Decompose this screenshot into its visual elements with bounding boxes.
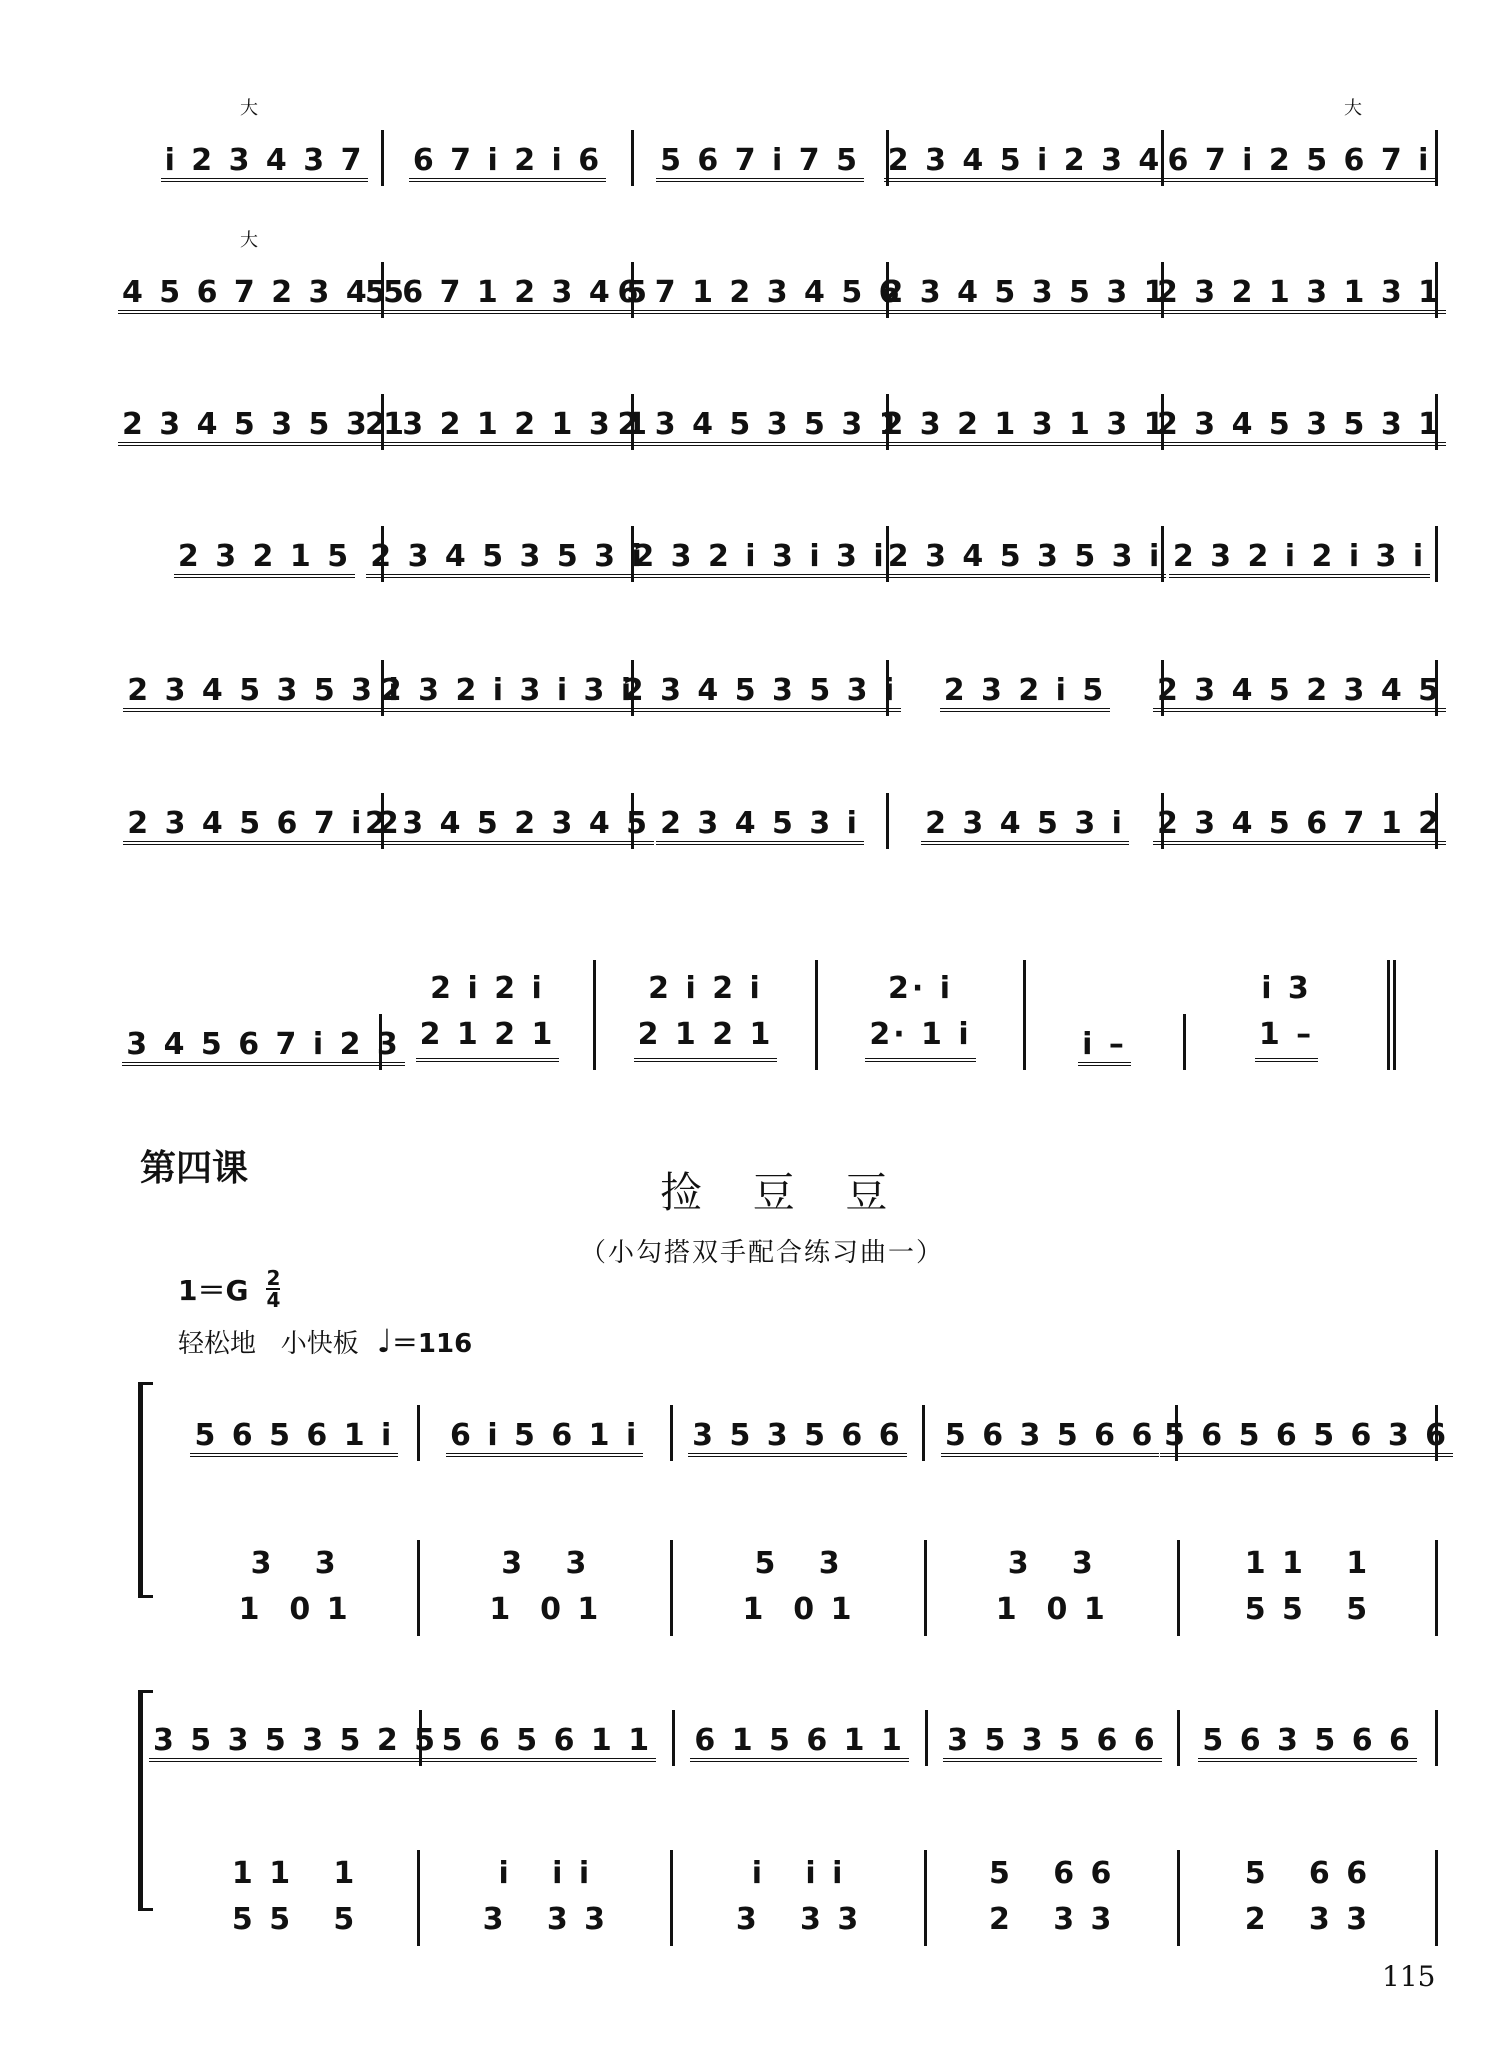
- measure: [364, 262, 651, 318]
- measure: [617, 394, 903, 450]
- bar-notes: 2 3 4 5 6 7 i 2: [123, 806, 406, 845]
- bar-notes: 2 3 4 5 3 i: [921, 806, 1129, 845]
- upper-voice: i i i: [498, 1856, 593, 1891]
- measure: [673, 1850, 926, 1946]
- bar-notes: 2 3 4 5 6 7 1 2: [1153, 806, 1446, 845]
- measure: [127, 660, 402, 716]
- measure: [1186, 960, 1396, 1070]
- dynamic-mark: 大: [1344, 98, 1365, 119]
- lower-voice: 2 3 3: [1244, 1902, 1371, 1937]
- measure: [1164, 526, 1438, 582]
- measure: [622, 660, 898, 716]
- lower-voice: 3 3 3: [735, 1902, 862, 1937]
- upper-voice: 1 1 1: [231, 1856, 358, 1891]
- measure: [422, 1710, 675, 1766]
- jianpu-line-7: [126, 960, 1438, 1070]
- page-number: 115: [1382, 1960, 1436, 1993]
- measure: [1156, 660, 1443, 716]
- lower-voice: 1 0 1: [238, 1592, 351, 1627]
- bar-notes: 2 3 4 5 2 3 4 5: [361, 806, 654, 845]
- measure: [1180, 1850, 1438, 1946]
- bar-notes: 3 5 3 5 6 6: [688, 1418, 906, 1457]
- measure: [673, 1540, 926, 1636]
- bar-notes: 6 7 i 2 i 6: [409, 143, 606, 182]
- lower-voice: 5 5 5: [231, 1902, 358, 1937]
- measure: [634, 130, 889, 186]
- dynamic-mark: 大: [240, 230, 261, 251]
- piece-title: 捡 豆 豆: [660, 1168, 896, 1217]
- bar-notes: 2 3 4 5 i 2 3 4: [884, 143, 1167, 182]
- quarter-note-icon: ♩: [376, 1322, 392, 1360]
- tempo-text: 轻松地 小快板: [178, 1328, 359, 1359]
- measure: [927, 1850, 1180, 1946]
- lower-voice: 2 3 3: [989, 1902, 1115, 1937]
- measure: [152, 1710, 439, 1766]
- bar-notes: 2 3 2 1 3 1 3 1: [878, 407, 1171, 446]
- measure: [1163, 1405, 1450, 1461]
- measure: [172, 1850, 420, 1946]
- measure: [1156, 394, 1443, 450]
- jianpu-line-4: [148, 526, 1438, 582]
- measure: [882, 262, 1168, 318]
- bar-notes: 4 5 6 7 2 3 4 5: [118, 275, 411, 314]
- upper-voice: i 3: [1261, 971, 1312, 1006]
- upper-voice: 2· i: [888, 971, 953, 1006]
- measure: [420, 1405, 673, 1461]
- lower-voice: 1 0 1: [995, 1592, 1108, 1627]
- piece-subtitle: （小勾搭双手配合练习曲一）: [580, 1238, 945, 1268]
- bar-notes: 2 3 2 1 5: [174, 539, 355, 578]
- bar-notes: 2· 1 i: [865, 1012, 975, 1062]
- measure: [889, 793, 1164, 849]
- upper-voice: 3 3: [501, 1546, 590, 1581]
- left-hand-2: [172, 1850, 1438, 1946]
- measure: [420, 1540, 673, 1636]
- measure: [928, 1710, 1181, 1766]
- time-signature: [266, 1268, 280, 1310]
- jianpu-line-5: [127, 660, 1443, 716]
- right-hand-1: [172, 1405, 1450, 1461]
- right-hand-2: [152, 1710, 1438, 1766]
- left-hand-1: [172, 1540, 1438, 1636]
- measure: [675, 1710, 928, 1766]
- bar-notes: 3 5 3 5 3 5 2 5: [149, 1723, 442, 1762]
- dynamic-mark: 大: [240, 98, 261, 119]
- bar-notes: 2 1 2 1: [416, 1012, 560, 1062]
- time-sig-top: 2: [266, 1266, 281, 1290]
- lower-voice: 1 0 1: [742, 1592, 855, 1627]
- bar-notes: 2 3 2 i 3 i 3 i: [377, 673, 638, 712]
- bar-notes: 5 6 3 5 6 6: [941, 1418, 1159, 1457]
- jianpu-line-3: [121, 394, 1443, 450]
- measure: [370, 526, 645, 582]
- time-sig-bottom: 4: [266, 1288, 281, 1312]
- measure: [1164, 130, 1438, 186]
- measure: [172, 1540, 420, 1636]
- measure: [927, 1540, 1180, 1636]
- measure: [617, 262, 903, 318]
- jianpu-line-1: [148, 98, 1438, 186]
- bar-notes: i 2 3 4 3 7: [161, 143, 369, 182]
- measure: [634, 526, 889, 582]
- bar-notes: 2 3 4 5 3 5 3 1: [118, 407, 411, 446]
- lesson-heading: 第四课: [140, 1147, 249, 1189]
- upper-voice: 5 6 6: [1244, 1856, 1371, 1891]
- measure: [172, 1405, 420, 1461]
- bar-notes: 2 3 4 5 3 5 3 1: [1153, 407, 1446, 446]
- bar-notes: 6 7 1 2 3 4 5 6: [613, 275, 906, 314]
- bar-notes: 2 3 4 5 3 5 3 i: [366, 539, 649, 578]
- upper-voice: 1 1 1: [1244, 1546, 1371, 1581]
- measure: [121, 262, 408, 318]
- lower-voice: 3 3 3: [482, 1902, 609, 1937]
- bar-notes: 2 3 4 5 3 5 3 i: [884, 539, 1167, 578]
- measure: [1156, 793, 1443, 849]
- upper-voice: 3 3: [250, 1546, 339, 1581]
- bar-notes: 2 3 2 1 3 1 3 1: [1153, 275, 1446, 314]
- measure: [121, 394, 408, 450]
- measure: [148, 526, 384, 582]
- bar-notes: 5 6 5 6 1 1: [438, 1723, 656, 1762]
- measure: [673, 1405, 926, 1461]
- measure: [364, 394, 651, 450]
- bar-notes: 5 6 5 6 1 i: [190, 1418, 398, 1457]
- measure: [126, 1014, 401, 1070]
- jianpu-line-6: [127, 793, 1443, 849]
- bar-notes: 3 4 5 6 7 i 2 3: [122, 1027, 405, 1066]
- bar-notes: 5 6 7 1 2 3 4 5: [361, 275, 654, 314]
- bar-notes: 2 3 4 5 3 i: [656, 806, 864, 845]
- measure: [634, 793, 889, 849]
- tempo-marking: [178, 1322, 472, 1360]
- upper-voice: 2 i 2 i: [648, 971, 763, 1006]
- measure: [364, 793, 651, 849]
- bar-notes: 6 i 5 6 1 i: [446, 1418, 643, 1457]
- bar-notes: 5 6 7 i 7 5: [656, 143, 864, 182]
- bar-notes: 2 3 4 5 3 5 3 i: [619, 673, 902, 712]
- measure: [889, 526, 1164, 582]
- bar-notes: i –: [1078, 1027, 1131, 1066]
- bar-notes: 6 7 i 2 5 6 7 i: [1164, 143, 1436, 182]
- bar-notes: 5 6 5 6 5 6 3 6: [1160, 1418, 1453, 1457]
- upper-voice: i i i: [751, 1856, 846, 1891]
- jianpu-line-2: [121, 230, 1443, 318]
- measure: [380, 660, 635, 716]
- measure: [1180, 1540, 1438, 1636]
- measure: [925, 1405, 1178, 1461]
- measure: [148, 130, 384, 186]
- bar-notes: 2 3 4 5 3 5 3 1: [878, 275, 1171, 314]
- bar-notes: 2 3 4 5 2 3 4 5: [1153, 673, 1446, 712]
- bar-notes: 2 1 2 1: [634, 1012, 778, 1062]
- lower-voice: 5 5 5: [1244, 1592, 1371, 1627]
- measure: [596, 960, 818, 1070]
- measure: [1026, 1014, 1186, 1070]
- upper-voice: 5 3: [754, 1546, 843, 1581]
- bar-notes: 2 3 2 i 2 i 3 i: [1169, 539, 1430, 578]
- key-text: 1＝G: [178, 1274, 249, 1307]
- bar-notes: 2 3 2 i 5: [940, 673, 1111, 712]
- bar-notes: 2 3 2 i 3 i 3 i: [629, 539, 890, 578]
- bar-notes: 1 –: [1255, 1012, 1318, 1062]
- measure: [127, 793, 402, 849]
- measure: [1156, 262, 1443, 318]
- measure: [889, 130, 1164, 186]
- measure: [420, 1850, 673, 1946]
- upper-voice: 2 i 2 i: [430, 971, 545, 1006]
- tempo-value: ＝116: [391, 1328, 473, 1359]
- bar-notes: 3 5 3 5 6 6: [943, 1723, 1161, 1762]
- measure: [384, 130, 634, 186]
- upper-voice: 5 6 6: [989, 1856, 1115, 1891]
- bar-notes: 2 3 4 5 3 5 3 1: [613, 407, 906, 446]
- bar-notes: 2 3 4 5 3 5 3 i: [123, 673, 406, 712]
- lower-voice: 1 0 1: [489, 1592, 602, 1627]
- measure: [382, 960, 596, 1070]
- upper-voice: 3 3: [1007, 1546, 1096, 1581]
- measure: [818, 960, 1026, 1070]
- bar-notes: 6 1 5 6 1 1: [690, 1723, 908, 1762]
- key-signature: [178, 1268, 280, 1310]
- measure: [882, 394, 1168, 450]
- bar-notes: 2 3 2 1 2 1 3 1: [361, 407, 654, 446]
- system-1-brace: [138, 1382, 153, 1598]
- measure: [1180, 1710, 1438, 1766]
- bar-notes: 5 6 3 5 6 6: [1198, 1723, 1416, 1762]
- measure: [889, 660, 1164, 716]
